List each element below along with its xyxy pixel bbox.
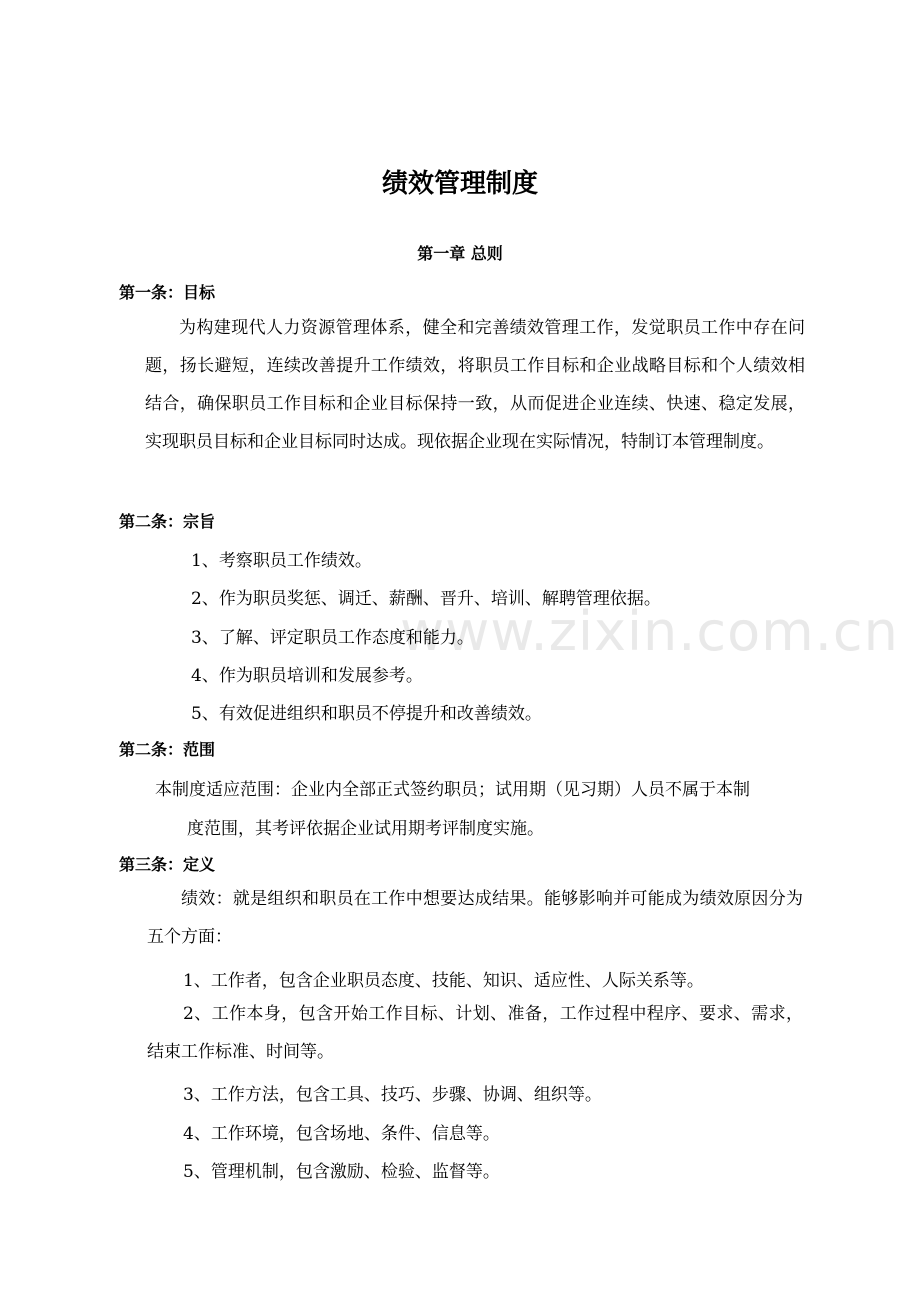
list-item: 5、有效促进组织和职员不停提升和改善绩效。	[191, 704, 542, 724]
list-item: 2、作为职员奖惩、调迁、薪酬、晋升、培训、解聘管理依据。	[191, 589, 661, 609]
definition-text: ：就是组织和职员在工作中想要达成结果。能够影响并可能成为绩效原因分为五个方面：	[147, 889, 804, 947]
section-paragraph-scope-line: 度范围，其考评依据企业试用期考评制度实施。	[187, 819, 544, 839]
list-item: 2、工作本身，包含开始工作目标、计划、准备，工作过程中程序、要求、需求，结束工作标准、时间等。	[147, 1004, 803, 1062]
chapter-heading: 第一章 总则	[417, 244, 503, 263]
list-item: 3、工作方法，包含工具、技巧、步骤、协调、组织等。	[183, 1085, 602, 1105]
section-heading-scope: 第二条：范围	[119, 740, 216, 759]
section-paragraph-goal: 为构建现代人力资源管理体系，健全和完善绩效管理工作，发觉职员工作中存在问题，扬长避短，连续改善提升工作绩效，将职员工作目标和企业战略目标和个人绩效相结合，确保职员工作目标和企业目标保持一致，从而促进企业连续、快速、稳定发展，实现职员目标和企业目标同时达成。现依据企业现在实际情况，特制订本管理制度。	[145, 318, 805, 452]
section-heading-purpose: 第二条：宗旨	[119, 512, 216, 531]
list-item: 3、了解、评定职员工作态度和能力。	[191, 628, 474, 648]
list-item: 1、考察职员工作绩效。	[191, 551, 372, 571]
section-paragraph-scope-line: 本制度适应范围：企业内全部正式签约职员；试用期（见习期）人员不属于本制	[155, 780, 750, 800]
section-heading-goal: 第一条：目标	[119, 283, 216, 302]
list-item: 4、作为职员培训和发展参考。	[191, 666, 423, 686]
list-item: 4、工作环境，包含场地、条件、信息等。	[183, 1124, 500, 1144]
document-title: 绩效管理制度	[381, 169, 538, 199]
list-item: 5、管理机制，包含激励、检验、监督等。	[183, 1162, 500, 1182]
section-heading-definition: 第三条：定义	[119, 855, 216, 874]
section-paragraph-definition	[147, 880, 803, 956]
definition-term: 绩效	[181, 889, 216, 909]
watermark: www.zixin.com.cn	[400, 600, 899, 663]
list-item: 1、工作者，包含企业职员态度、技能、知识、适应性、人际关系等。	[183, 971, 704, 991]
